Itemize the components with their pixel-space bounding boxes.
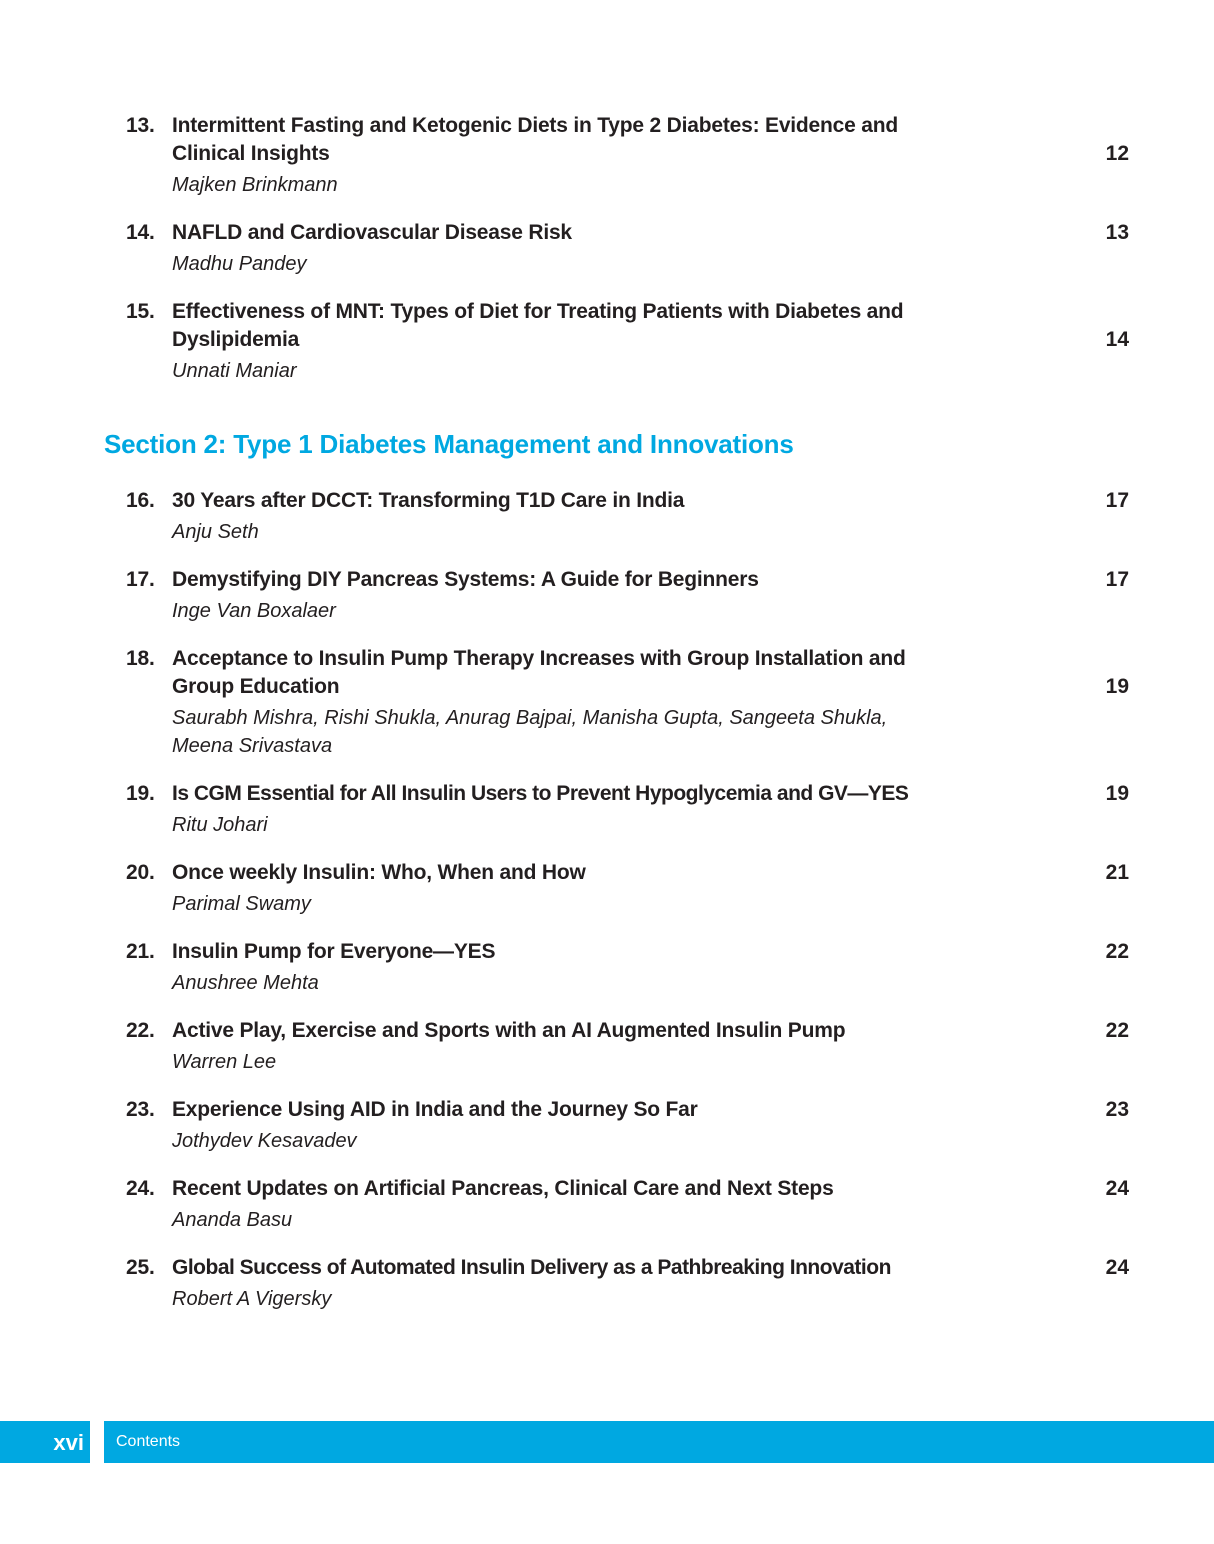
entry-page-number: 22 xyxy=(1105,1019,1129,1042)
entry-title: Is CGM Essential for All Insulin Users to Prevent Hypoglycemia and GV—YES xyxy=(172,782,909,805)
entry-page-number: 17 xyxy=(1105,568,1129,591)
entry-number: 21. xyxy=(126,940,155,963)
footer-page-number: xvi xyxy=(53,1430,84,1455)
toc-entry[interactable] xyxy=(126,566,1129,625)
entry-title: Insulin Pump for Everyone—YES xyxy=(172,940,496,963)
entry-page-number: 21 xyxy=(1105,861,1129,884)
footer-bar xyxy=(104,1421,1214,1463)
page-footer xyxy=(0,1421,1214,1463)
entry-authors: Ritu Johari xyxy=(172,814,268,836)
entry-number: 24. xyxy=(126,1177,155,1200)
toc-entry[interactable] xyxy=(126,859,1129,918)
entry-page-number: 14 xyxy=(1105,328,1129,351)
entry-number: 25. xyxy=(126,1256,155,1279)
section-heading: Section 2: Type 1 Diabetes Management and Innovations xyxy=(104,429,794,459)
entry-page-number: 19 xyxy=(1105,782,1129,805)
toc-entry[interactable] xyxy=(126,645,1129,760)
entry-page-number: 22 xyxy=(1105,940,1129,963)
entry-title: Global Success of Automated Insulin Delivery as a Pathbreaking Innovation xyxy=(172,1256,891,1279)
toc-entry[interactable] xyxy=(126,1254,1129,1313)
entry-authors: Majken Brinkmann xyxy=(172,174,338,196)
entry-page-number: 23 xyxy=(1105,1098,1129,1121)
entry-authors: Ananda Basu xyxy=(172,1209,293,1231)
toc-entry[interactable] xyxy=(126,1096,1129,1155)
entry-number: 14. xyxy=(126,221,155,244)
footer-page-number-block xyxy=(0,1421,90,1463)
entry-title: Recent Updates on Artificial Pancreas, Clinical Care and Next Steps xyxy=(172,1177,834,1200)
entry-title: Once weekly Insulin: Who, When and How xyxy=(172,861,586,884)
entry-authors: Anushree Mehta xyxy=(172,972,319,994)
entry-authors: Inge Van Boxalaer xyxy=(172,600,336,622)
entry-authors: Saurabh Mishra, Rishi Shukla, Anurag Bajpai, Manisha Gupta, Sangeeta Shukla, Meena Srivastava xyxy=(172,707,888,757)
entry-page-number: 13 xyxy=(1105,221,1129,244)
entry-authors: Robert A Vigersky xyxy=(172,1288,332,1310)
entry-authors: Warren Lee xyxy=(172,1051,277,1073)
entry-number: 19. xyxy=(126,782,155,805)
entry-page-number: 24 xyxy=(1105,1177,1129,1200)
entry-number: 18. xyxy=(126,647,155,670)
entry-title: 30 Years after DCCT: Transforming T1D Care in India xyxy=(172,489,685,512)
entry-page-number: 17 xyxy=(1105,489,1129,512)
entry-number: 23. xyxy=(126,1098,155,1121)
toc-entry[interactable] xyxy=(126,112,1129,199)
entry-title: Effectiveness of MNT: Types of Diet for Treating Patients with Diabetes and Dyslipidemia xyxy=(172,300,904,351)
entry-authors: Madhu Pandey xyxy=(172,253,307,275)
entry-number: 22. xyxy=(126,1019,155,1042)
entry-number: 17. xyxy=(126,568,155,591)
toc-entry[interactable] xyxy=(126,780,1129,839)
toc-entry[interactable] xyxy=(126,1175,1129,1234)
entry-number: 15. xyxy=(126,300,155,323)
footer-label: Contents xyxy=(116,1433,181,1450)
entry-authors: Parimal Swamy xyxy=(172,893,311,915)
entry-title: Experience Using AID in India and the Journey So Far xyxy=(172,1098,698,1121)
toc-entry[interactable] xyxy=(126,938,1129,997)
entry-page-number: 24 xyxy=(1105,1256,1129,1279)
entry-title: Demystifying DIY Pancreas Systems: A Guide for Beginners xyxy=(172,568,759,591)
toc-entry[interactable] xyxy=(126,219,1129,278)
entry-authors: Anju Seth xyxy=(172,521,259,543)
entry-authors: Jothydev Kesavadev xyxy=(172,1130,357,1152)
entry-title: Intermittent Fasting and Ketogenic Diets in Type 2 Diabetes: Evidence and Clinical Insights xyxy=(172,114,898,165)
entry-title: NAFLD and Cardiovascular Disease Risk xyxy=(172,221,572,244)
entry-title: Active Play, Exercise and Sports with an AI Augmented Insulin Pump xyxy=(172,1019,846,1042)
entry-number: 20. xyxy=(126,861,155,884)
entry-number: 13. xyxy=(126,114,155,137)
footer-divider xyxy=(90,1421,104,1463)
toc-entry[interactable] xyxy=(126,298,1129,385)
toc-entry[interactable] xyxy=(126,487,1129,546)
entry-authors: Unnati Maniar xyxy=(172,360,297,382)
entry-number: 16. xyxy=(126,489,155,512)
entry-page-number: 12 xyxy=(1105,142,1129,165)
entry-title: Acceptance to Insulin Pump Therapy Increases with Group Installation and Group Education xyxy=(172,647,906,698)
toc-entry[interactable] xyxy=(126,1017,1129,1076)
entry-page-number: 19 xyxy=(1105,675,1129,698)
table-of-contents xyxy=(0,112,1214,1333)
